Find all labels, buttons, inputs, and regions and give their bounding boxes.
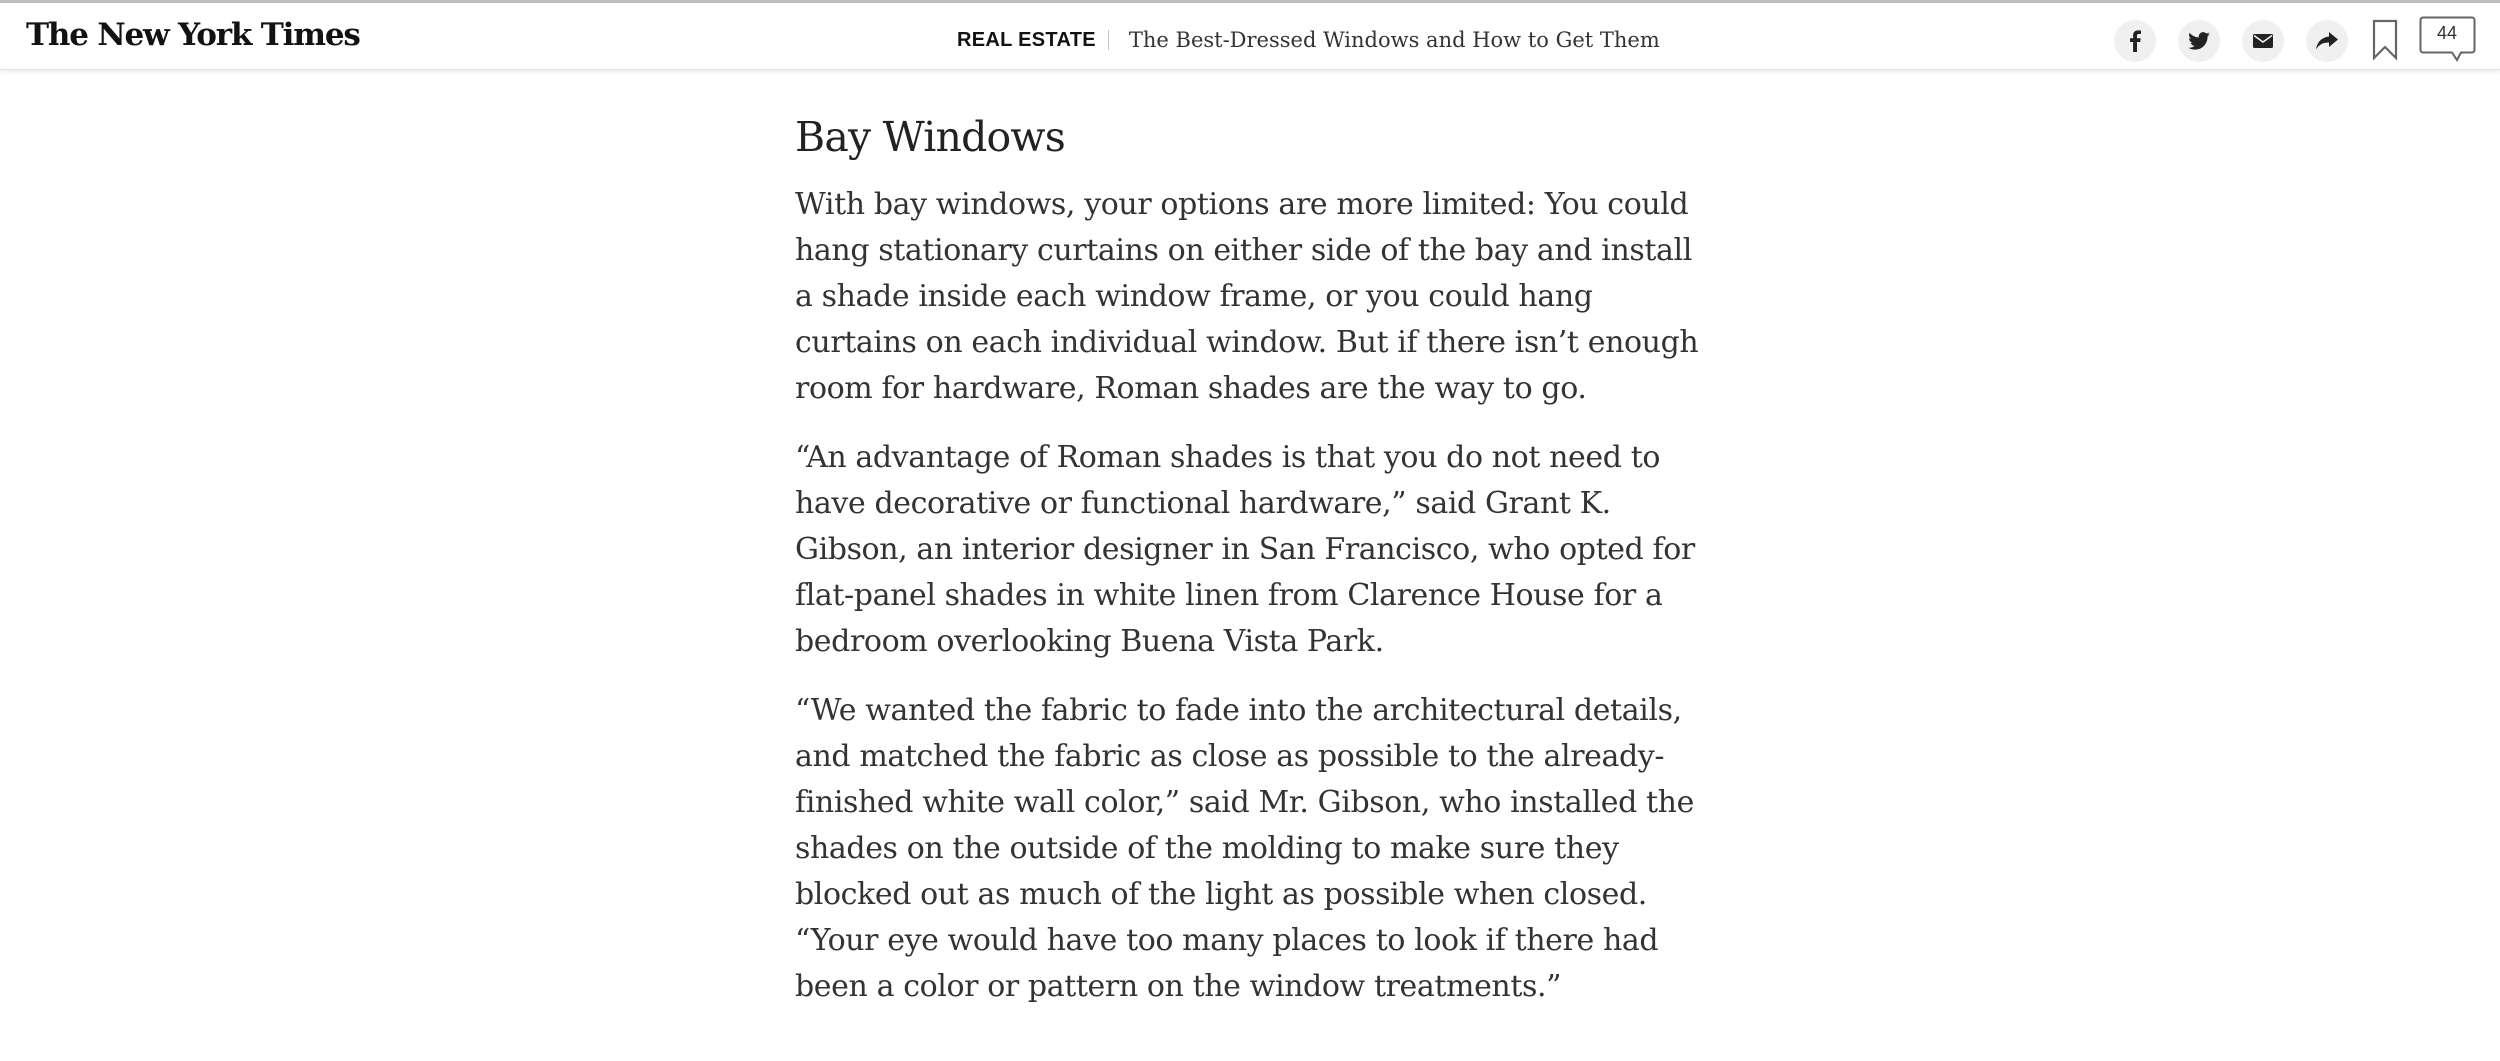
- section-label[interactable]: REAL ESTATE: [957, 28, 1096, 51]
- facebook-icon: [2128, 30, 2142, 52]
- article-paragraph: “An advantage of Roman shades is that you do not need to have decorative or functional hardware,” said Grant K. Gibson, an interior designer in San Francisco, who opted for flat-panel shades in white linen from Clarence House for a bedroom overlooking Buena Vista Park.: [795, 440, 1695, 659]
- email-icon: [2253, 34, 2273, 48]
- article-paragraph: With bay windows, your options are more limited: You could hang stationary curtains on either side of the bay and install a shade inside each window frame, or you could hang curtains on each individual window. But if there isn’t enough room for hardware, Roman shades are the way to go.: [795, 187, 1699, 406]
- article-paragraph: “We wanted the fabric to fade into the architectural details, and matched the fabric as close as possible to the already-finished white wall color,” said Mr. Gibson, who installed the shades on the outside of the molding to make sure they blocked out as much of the light as possible when closed. “Your eye would have too many places to look if there had been a color or pattern on the window treatments.”: [795, 693, 1694, 1004]
- article-body: [795, 108, 1710, 1033]
- nyt-logo[interactable]: The New York Times: [26, 17, 360, 53]
- email-share-button[interactable]: [2242, 20, 2284, 62]
- top-bar: [0, 0, 2500, 70]
- twitter-icon: [2188, 32, 2210, 50]
- article-context: [957, 25, 1660, 55]
- facebook-share-button[interactable]: [2114, 20, 2156, 62]
- share-icon: [2316, 32, 2338, 50]
- comments-button[interactable]: [2419, 16, 2476, 64]
- twitter-share-button[interactable]: [2178, 20, 2220, 62]
- article-headline: The Best-Dressed Windows and How to Get Them: [1128, 28, 1660, 52]
- bookmark-icon[interactable]: [2371, 19, 2399, 61]
- more-share-button[interactable]: [2306, 20, 2348, 62]
- section-subhead: Bay Windows: [795, 113, 1065, 161]
- comment-count: 44: [2436, 23, 2458, 43]
- section-divider: [1108, 30, 1109, 50]
